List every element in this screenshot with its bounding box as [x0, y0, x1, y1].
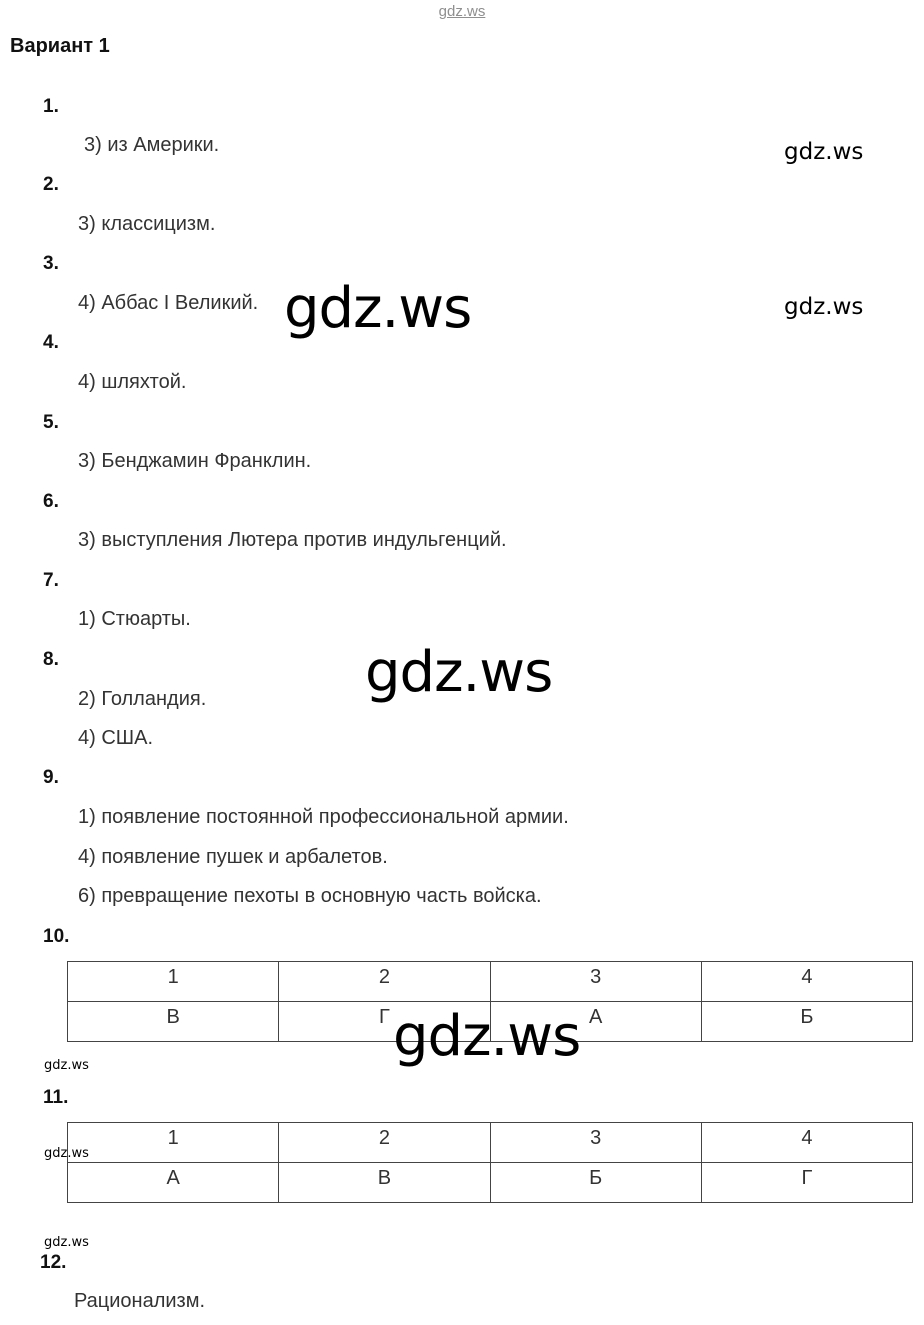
question-number: 7. — [43, 570, 59, 591]
table-cell: Б — [490, 1163, 701, 1203]
table-header-row — [68, 962, 913, 1002]
question-number: 1. — [43, 96, 59, 117]
table-cell: 1 — [68, 1123, 279, 1163]
top-watermark: gdz.ws — [438, 3, 486, 20]
question-number: 3. — [43, 253, 59, 274]
question-number: 2. — [43, 174, 59, 195]
answer-text: 3) Бенджамин Франклин. — [78, 450, 312, 472]
table-cell: 3 — [490, 962, 701, 1002]
answer-text: 3) классицизм. — [78, 213, 216, 235]
table-cell: А — [68, 1163, 279, 1203]
question-number: 5. — [43, 412, 59, 433]
question-number: 11. — [43, 1087, 69, 1108]
question-number: 8. — [43, 649, 59, 670]
answer-text: 3) выступления Лютера против индульгенций. — [78, 529, 507, 551]
answer-text: Рационализм. — [74, 1290, 206, 1312]
answer-text: 4) появление пушек и арбалетов. — [78, 846, 388, 868]
table-cell: Г — [279, 1002, 490, 1042]
table-cell: 2 — [279, 1123, 490, 1163]
question-number: 9. — [43, 767, 59, 788]
answer-text: 1) появление постоянной профессиональной армии. — [78, 806, 569, 828]
watermark: gdz.ws — [365, 640, 553, 705]
table-cell: А — [490, 1002, 701, 1042]
watermark: gdz.ws — [44, 1146, 89, 1161]
table-cell: 3 — [490, 1123, 701, 1163]
answer-text: 1) Стюарты. — [78, 608, 191, 630]
watermark: gdz.ws — [284, 276, 472, 341]
watermark: gdz.ws — [44, 1235, 89, 1250]
table-cell: 4 — [701, 962, 912, 1002]
question-number: 6. — [43, 491, 59, 512]
page-title: Вариант 1 — [10, 35, 110, 57]
table-header-row — [68, 1123, 913, 1163]
table-cell: В — [279, 1163, 490, 1203]
question-number: 4. — [43, 332, 59, 353]
answer-text: 6) превращение пехоты в основную часть войска. — [78, 885, 542, 907]
watermark: gdz.ws — [44, 1058, 89, 1073]
answer-text: 4) США. — [78, 727, 154, 749]
question-number: 12. — [40, 1252, 67, 1273]
answer-table — [67, 1122, 913, 1203]
table-cell: 2 — [279, 962, 490, 1002]
answer-text: 3) из Америки. — [84, 134, 220, 156]
answer-text: 4) шляхтой. — [78, 371, 187, 393]
table-cell: 1 — [68, 962, 279, 1002]
table-row — [68, 1163, 913, 1203]
answer-text: 2) Голландия. — [78, 688, 207, 710]
table-cell: В — [68, 1002, 279, 1042]
table-cell: Г — [701, 1163, 912, 1203]
answer-text: 4) Аббас I Великий. — [78, 292, 259, 314]
watermark: gdz.ws — [784, 139, 864, 165]
table-cell: Б — [701, 1002, 912, 1042]
watermark: gdz.ws — [784, 294, 864, 320]
question-number: 10. — [43, 926, 70, 947]
table-cell: 4 — [701, 1123, 912, 1163]
watermark: gdz.ws — [393, 1004, 581, 1069]
